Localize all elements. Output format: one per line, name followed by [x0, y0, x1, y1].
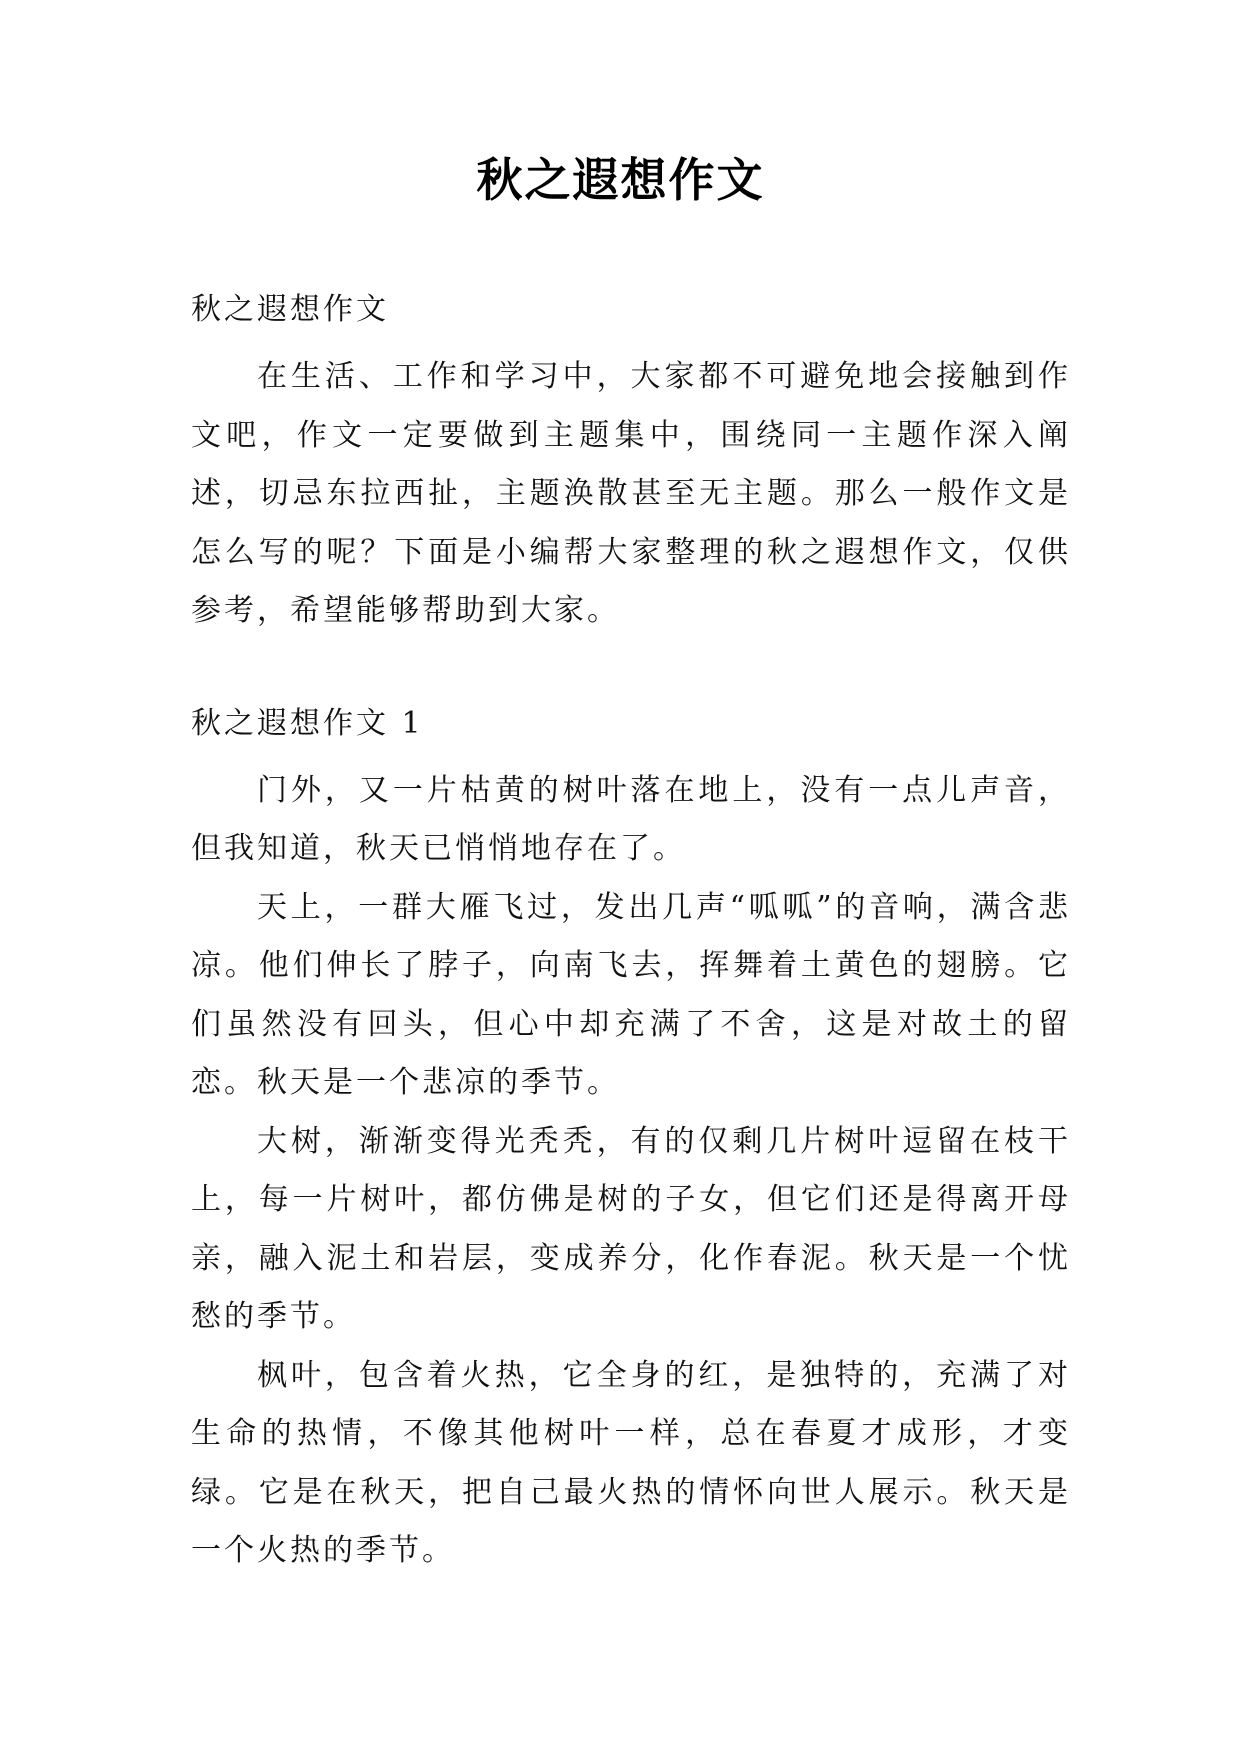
intro-heading: 秋之遐想作文: [191, 292, 389, 327]
section1-paragraph: 天上，一群大雁飞过，发出几声“呱呱”的音响，满含悲凉。他们伸长了脖子，向南飞去，挥舞着土黄色的翅膀。它们虽然没有回头，但心中却充满了不舍，这是对故土的留恋。秋天是一个悲凉的季节。: [191, 889, 1071, 1100]
section1-heading: 秋之遐想作文 1: [191, 705, 424, 741]
section1-paragraph: 枫叶，包含着火热，它全身的红，是独特的，充满了对生命的热情，不像其他树叶一样，总在春夏才成形，才变绿。它是在秋天，把自己最火热的情怀向世人展示。秋天是一个火热的季节。: [191, 1357, 1071, 1568]
section1-paragraph: 门外，又一片枯黄的树叶落在地上，没有一点儿声音，但我知道，秋天已悄悄地存在了。: [191, 772, 1071, 866]
section-spacer: [191, 641, 1071, 704]
section1-paragraph: 大树，渐渐变得光秃秃，有的仅剩几片树叶逗留在枝干上，每一片树叶，都仿佛是树的子女，但它们还是得离开母亲，融入泥土和岩层，变成养分，化作春泥。秋天是一个忧愁的季节。: [191, 1123, 1071, 1334]
document-body: [191, 290, 1071, 1581]
document-title: 秋之遐想作文: [476, 153, 765, 207]
intro-paragraph: 在生活、工作和学习中，大家都不可避免地会接触到作文吧，作文一定要做到主题集中，围绕同一主题作深入阐述，切忌东拉西扯，主题涣散甚至无主题。那么一般作文是怎么写的呢？下面是小编帮大家整理的秋之遐想作文，仅供参考，希望能够帮助到大家。: [191, 359, 1071, 628]
